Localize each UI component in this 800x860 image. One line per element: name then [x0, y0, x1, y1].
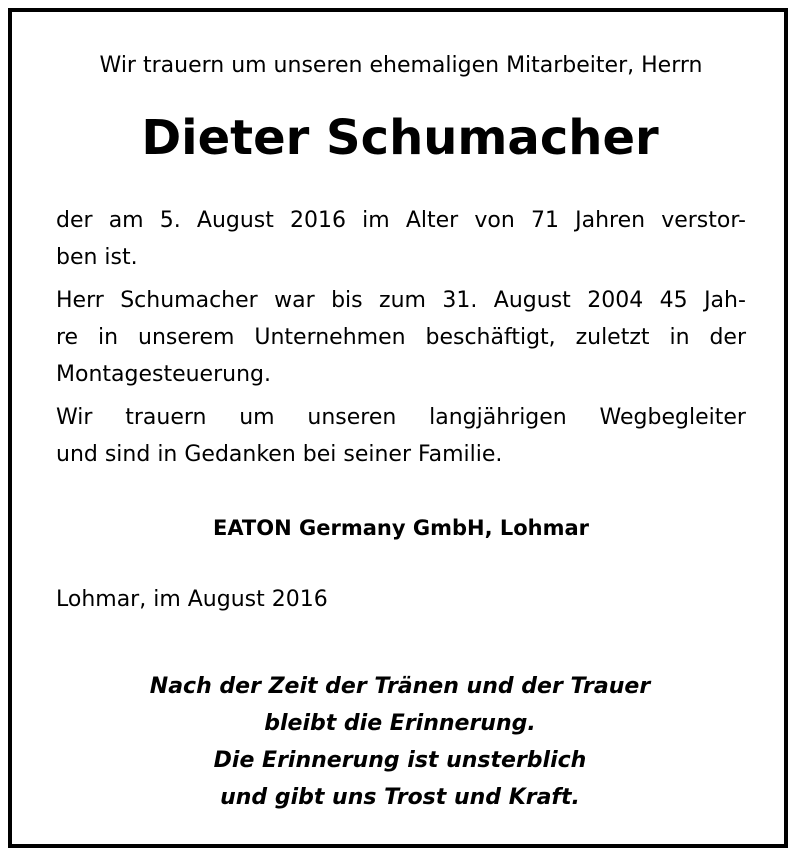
word: in [669, 325, 690, 350]
word: 2016 [290, 208, 347, 233]
word: in [98, 325, 119, 350]
word: August [493, 288, 571, 313]
verse-line-2: bleibt die Erinnerung. [264, 711, 536, 736]
word: bis [331, 288, 363, 313]
deceased-name: Dieter Schumacher [141, 110, 659, 166]
word: zum [379, 288, 426, 313]
word: 45 [659, 288, 688, 313]
word: 31. [442, 288, 478, 313]
word: trauern [125, 405, 207, 430]
word: Herr [56, 288, 104, 313]
word: war [274, 288, 315, 313]
word: August [196, 208, 274, 233]
paragraph2-line2 [56, 324, 746, 352]
intro-text: Wir trauern um unseren ehemaligen Mitarbeiter, Herrn [99, 53, 703, 78]
word: verstor- [661, 208, 746, 233]
word: unserem [138, 325, 235, 350]
word: am [108, 208, 144, 233]
word: Jah- [704, 288, 746, 313]
word: Alter [405, 208, 459, 233]
verse-line-1: Nach der Zeit der Tränen und der Trauer [149, 674, 651, 699]
word: zuletzt [575, 325, 650, 350]
paragraph2-line3: Montagesteuerung. [56, 362, 271, 387]
paragraph1-line2: ben ist. [56, 245, 138, 270]
place-date: Lohmar, im August 2016 [56, 587, 328, 612]
word: Wegbegleiter [599, 405, 746, 430]
word: der [56, 208, 93, 233]
word: beschäftigt, [425, 325, 556, 350]
word: von [474, 208, 515, 233]
paragraph3-line1 [56, 404, 746, 432]
word: unseren [307, 405, 397, 430]
word: der [709, 325, 746, 350]
word: um [239, 405, 275, 430]
paragraph1-line1 [56, 207, 746, 235]
verse-line-4: und gibt uns Trost und Kraft. [220, 785, 580, 810]
word: 2004 [587, 288, 644, 313]
verse-line-3: Die Erinnerung ist unsterblich [213, 748, 587, 773]
word: Jahren [575, 208, 646, 233]
word: 5. [159, 208, 181, 233]
word: langjährigen [429, 405, 567, 430]
word: Schumacher [120, 288, 258, 313]
word: re [56, 325, 79, 350]
word: Wir [56, 405, 93, 430]
company-signature: EATON Germany GmbH, Lohmar [212, 516, 590, 540]
paragraph2-line1 [56, 287, 746, 315]
word: Unternehmen [254, 325, 406, 350]
paragraph3-line2: und sind in Gedanken bei seiner Familie. [56, 442, 503, 467]
word: im [362, 208, 390, 233]
word: 71 [530, 208, 559, 233]
